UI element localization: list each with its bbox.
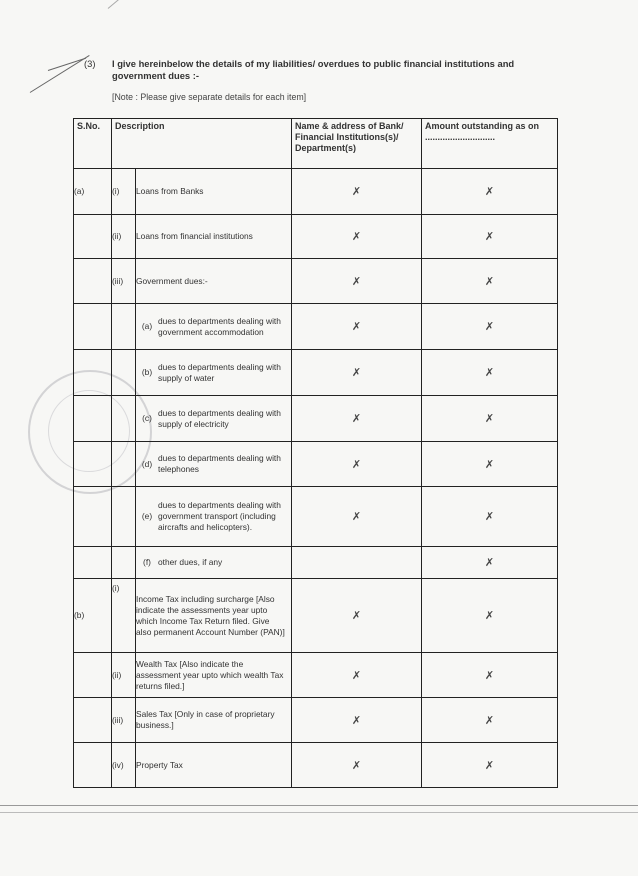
row-description: dues to departments dealing with government accommodation	[158, 315, 281, 337]
amount-mark: ✗	[422, 698, 558, 743]
row-letter: (a)	[141, 321, 153, 331]
row-roman: (i)	[112, 169, 136, 215]
row-letter: (e)	[141, 511, 153, 521]
table-row	[74, 442, 558, 487]
row-description: Loans from Banks	[136, 169, 292, 215]
row-letter: (f)	[143, 557, 151, 567]
bank-mark: ✗	[292, 350, 422, 396]
page-fold-line	[0, 812, 638, 813]
header-bank: Name & address of Bank/ Financial Institutions(s)/ Department(s)	[292, 119, 422, 169]
row-description: Loans from financial institutions	[136, 215, 292, 259]
table-row	[74, 215, 558, 259]
bank-mark: ✗	[292, 442, 422, 487]
row-roman: (iii)	[112, 698, 136, 743]
amount-mark: ✗	[422, 259, 558, 304]
row-description: dues to departments dealing with government transport (including aircrafts and helicopters).	[158, 500, 281, 532]
table-row	[74, 698, 558, 743]
bank-mark: ✗	[292, 396, 422, 442]
row-description: Wealth Tax [Also indicate the assessment year upto which wealth Tax returns filed.]	[136, 653, 292, 698]
pen-mark	[108, 0, 132, 9]
row-roman: (iii)	[112, 259, 136, 304]
header-amount: Amount outstanding as on ............................	[422, 119, 558, 169]
row-sno	[74, 698, 112, 743]
intro-text: I give hereinbelow the details of my liabilities/ overdues to public financial institutions and government dues :-	[112, 58, 515, 81]
row-roman: (iv)	[112, 743, 136, 788]
row-roman: (ii)	[112, 215, 136, 259]
bank-mark: ✗	[292, 579, 422, 653]
table-row	[74, 743, 558, 788]
note-text: [Note : Please give separate details for each item]	[112, 92, 307, 102]
row-sno	[74, 215, 112, 259]
row-description: other dues, if any	[158, 557, 223, 567]
bank-mark: ✗	[292, 259, 422, 304]
page-fold-line	[0, 805, 638, 806]
liabilities-table	[73, 118, 558, 788]
intro-paragraph	[84, 58, 558, 82]
amount-mark: ✗	[422, 215, 558, 259]
amount-mark: ✗	[422, 547, 558, 579]
table-row	[74, 304, 558, 350]
row-letter: (b)	[141, 367, 153, 377]
table-header-row	[74, 119, 558, 169]
bank-mark: ✗	[292, 215, 422, 259]
row-sno	[74, 259, 112, 304]
table-row	[74, 169, 558, 215]
table-row	[74, 579, 558, 653]
amount-mark: ✗	[422, 396, 558, 442]
row-sno	[74, 653, 112, 698]
row-description: dues to departments dealing with supply of electricity	[158, 407, 281, 429]
amount-mark: ✗	[422, 442, 558, 487]
table-row	[74, 653, 558, 698]
table-row	[74, 487, 558, 547]
header-sno: S.No.	[74, 119, 112, 169]
pen-mark	[30, 55, 90, 93]
bank-mark: ✗	[292, 698, 422, 743]
bank-mark	[292, 547, 422, 579]
row-description: Government dues:-	[136, 259, 292, 304]
row-sno	[74, 743, 112, 788]
table-row	[74, 547, 558, 579]
row-sno: (b)	[74, 579, 112, 653]
bank-mark: ✗	[292, 487, 422, 547]
bank-mark: ✗	[292, 304, 422, 350]
table-row	[74, 350, 558, 396]
amount-mark: ✗	[422, 350, 558, 396]
amount-mark: ✗	[422, 304, 558, 350]
row-letter: (c)	[142, 413, 152, 423]
amount-mark: ✗	[422, 487, 558, 547]
amount-mark: ✗	[422, 169, 558, 215]
amount-mark: ✗	[422, 743, 558, 788]
row-letter: (d)	[141, 458, 153, 469]
bank-mark: ✗	[292, 653, 422, 698]
row-description: Income Tax including surcharge [Also indicate the assessments year upto which Income Tax Return filed. Give also permanent Account Number (PAN)]	[136, 579, 292, 653]
row-description: dues to departments dealing with telephones	[158, 453, 281, 474]
amount-mark: ✗	[422, 579, 558, 653]
bank-mark: ✗	[292, 169, 422, 215]
table-row	[74, 259, 558, 304]
row-roman: (i)	[112, 579, 136, 653]
item-number: (3)	[84, 58, 96, 69]
row-description: Sales Tax [Only in case of proprietary business.]	[136, 698, 292, 743]
table-row	[74, 396, 558, 442]
bank-mark: ✗	[292, 743, 422, 788]
row-description: dues to departments dealing with supply of water	[158, 361, 281, 383]
row-roman: (ii)	[112, 653, 136, 698]
header-description: Description	[112, 119, 292, 169]
row-description: Property Tax	[136, 743, 292, 788]
amount-mark: ✗	[422, 653, 558, 698]
row-sno: (a)	[74, 169, 112, 215]
